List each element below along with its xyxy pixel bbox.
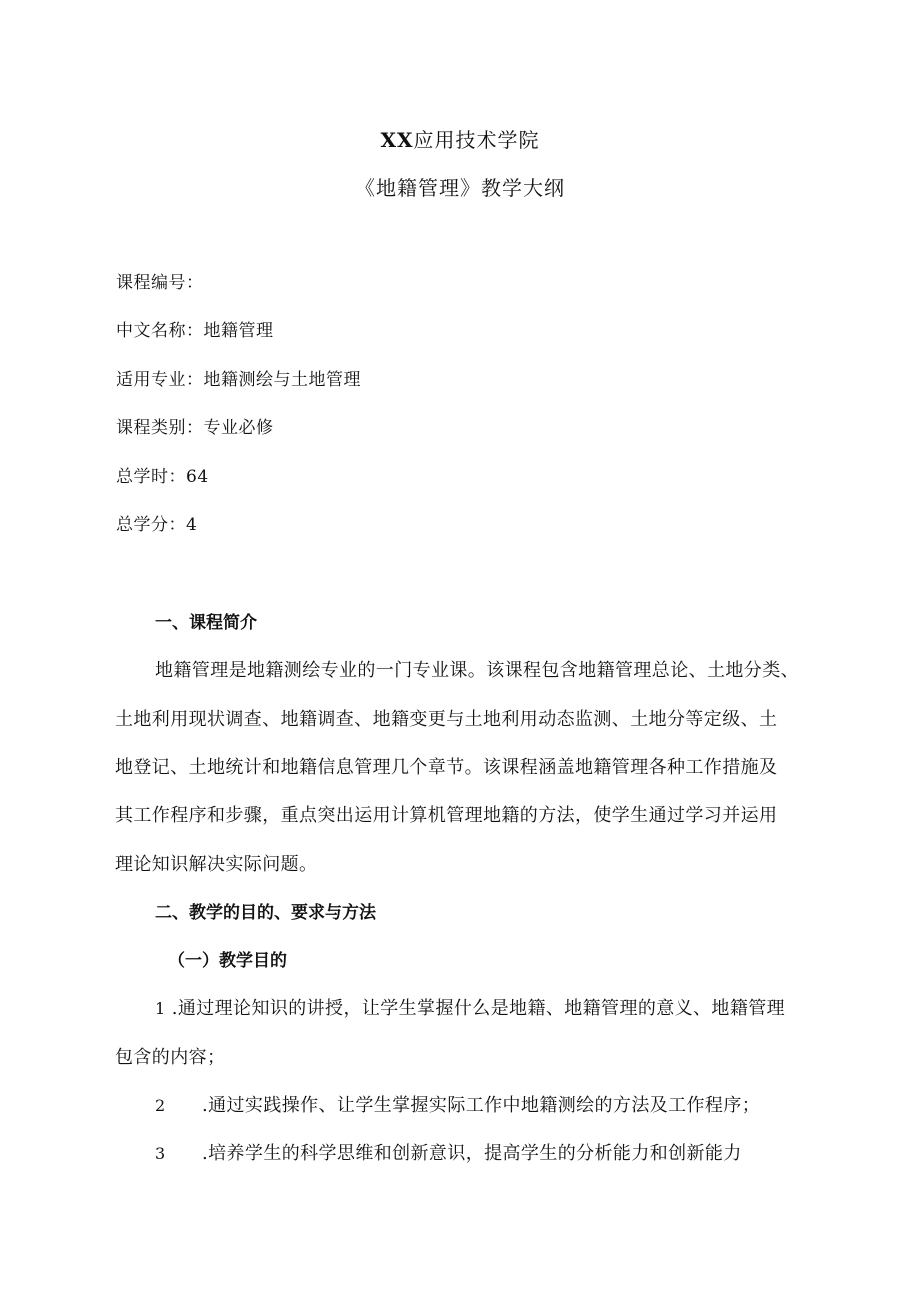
chinese-name: 中文名称：地籍管理 (116, 321, 274, 341)
school-prefix: XX (380, 128, 414, 152)
total-credits: 总学分：4 (116, 515, 198, 535)
list-item-text: .通过实践操作、让学生掌握实际工作中地籍测绘的方法及工作程序； (202, 1095, 761, 1116)
list-item (155, 994, 785, 1020)
applicable-major: 适用专业：地籍测绘与土地管理 (116, 370, 361, 390)
intro-line-3: 地登记、土地统计和地籍信息管理几个章节。该课程涵盖地籍管理各种工作措施及 (115, 757, 778, 778)
document-title: 《地籍管理》教学大纲 (355, 176, 565, 200)
list-item (155, 1139, 742, 1165)
total-hours: 总学时：64 (116, 467, 209, 487)
intro-line-5: 理论知识解决实际问题。 (115, 854, 318, 875)
list-item (155, 1091, 760, 1117)
intro-line-4: 其工作程序和步骤，重点突出运用计算机管理地籍的方法，使学生通过学习并运用 (115, 805, 778, 826)
school-name: 应用技术学院 (413, 128, 540, 152)
intro-line-2: 土地利用现状调查、地籍调查、地籍变更与土地利用动态监测、土地分等定级、土 (115, 709, 778, 730)
section-heading-intro: 一、课程简介 (155, 613, 257, 633)
list-item-continuation: 包含的内容； (115, 1047, 226, 1068)
course-category: 课程类别：专业必修 (116, 418, 274, 438)
school-title (0, 124, 920, 153)
list-item-text: .通过理论知识的讲授，让学生掌握什么是地籍、地籍管理的意义、地籍管理 (171, 998, 786, 1019)
list-item-number: 2 (155, 1096, 166, 1115)
intro-line-1: 地籍管理是地籍测绘专业的一门专业课。该课程包含地籍管理总论、土地分类、 (155, 660, 799, 681)
section-heading-objectives: 二、教学的目的、要求与方法 (155, 903, 376, 923)
list-item-text: .培养学生的科学思维和创新意识，提高学生的分析能力和创新能力 (202, 1143, 742, 1164)
course-code: 课程编号： (116, 273, 204, 293)
list-item-number: 1 (155, 999, 166, 1018)
list-item-number: 3 (155, 1144, 166, 1163)
subsection-heading-goals: （一）教学目的 (168, 951, 287, 971)
